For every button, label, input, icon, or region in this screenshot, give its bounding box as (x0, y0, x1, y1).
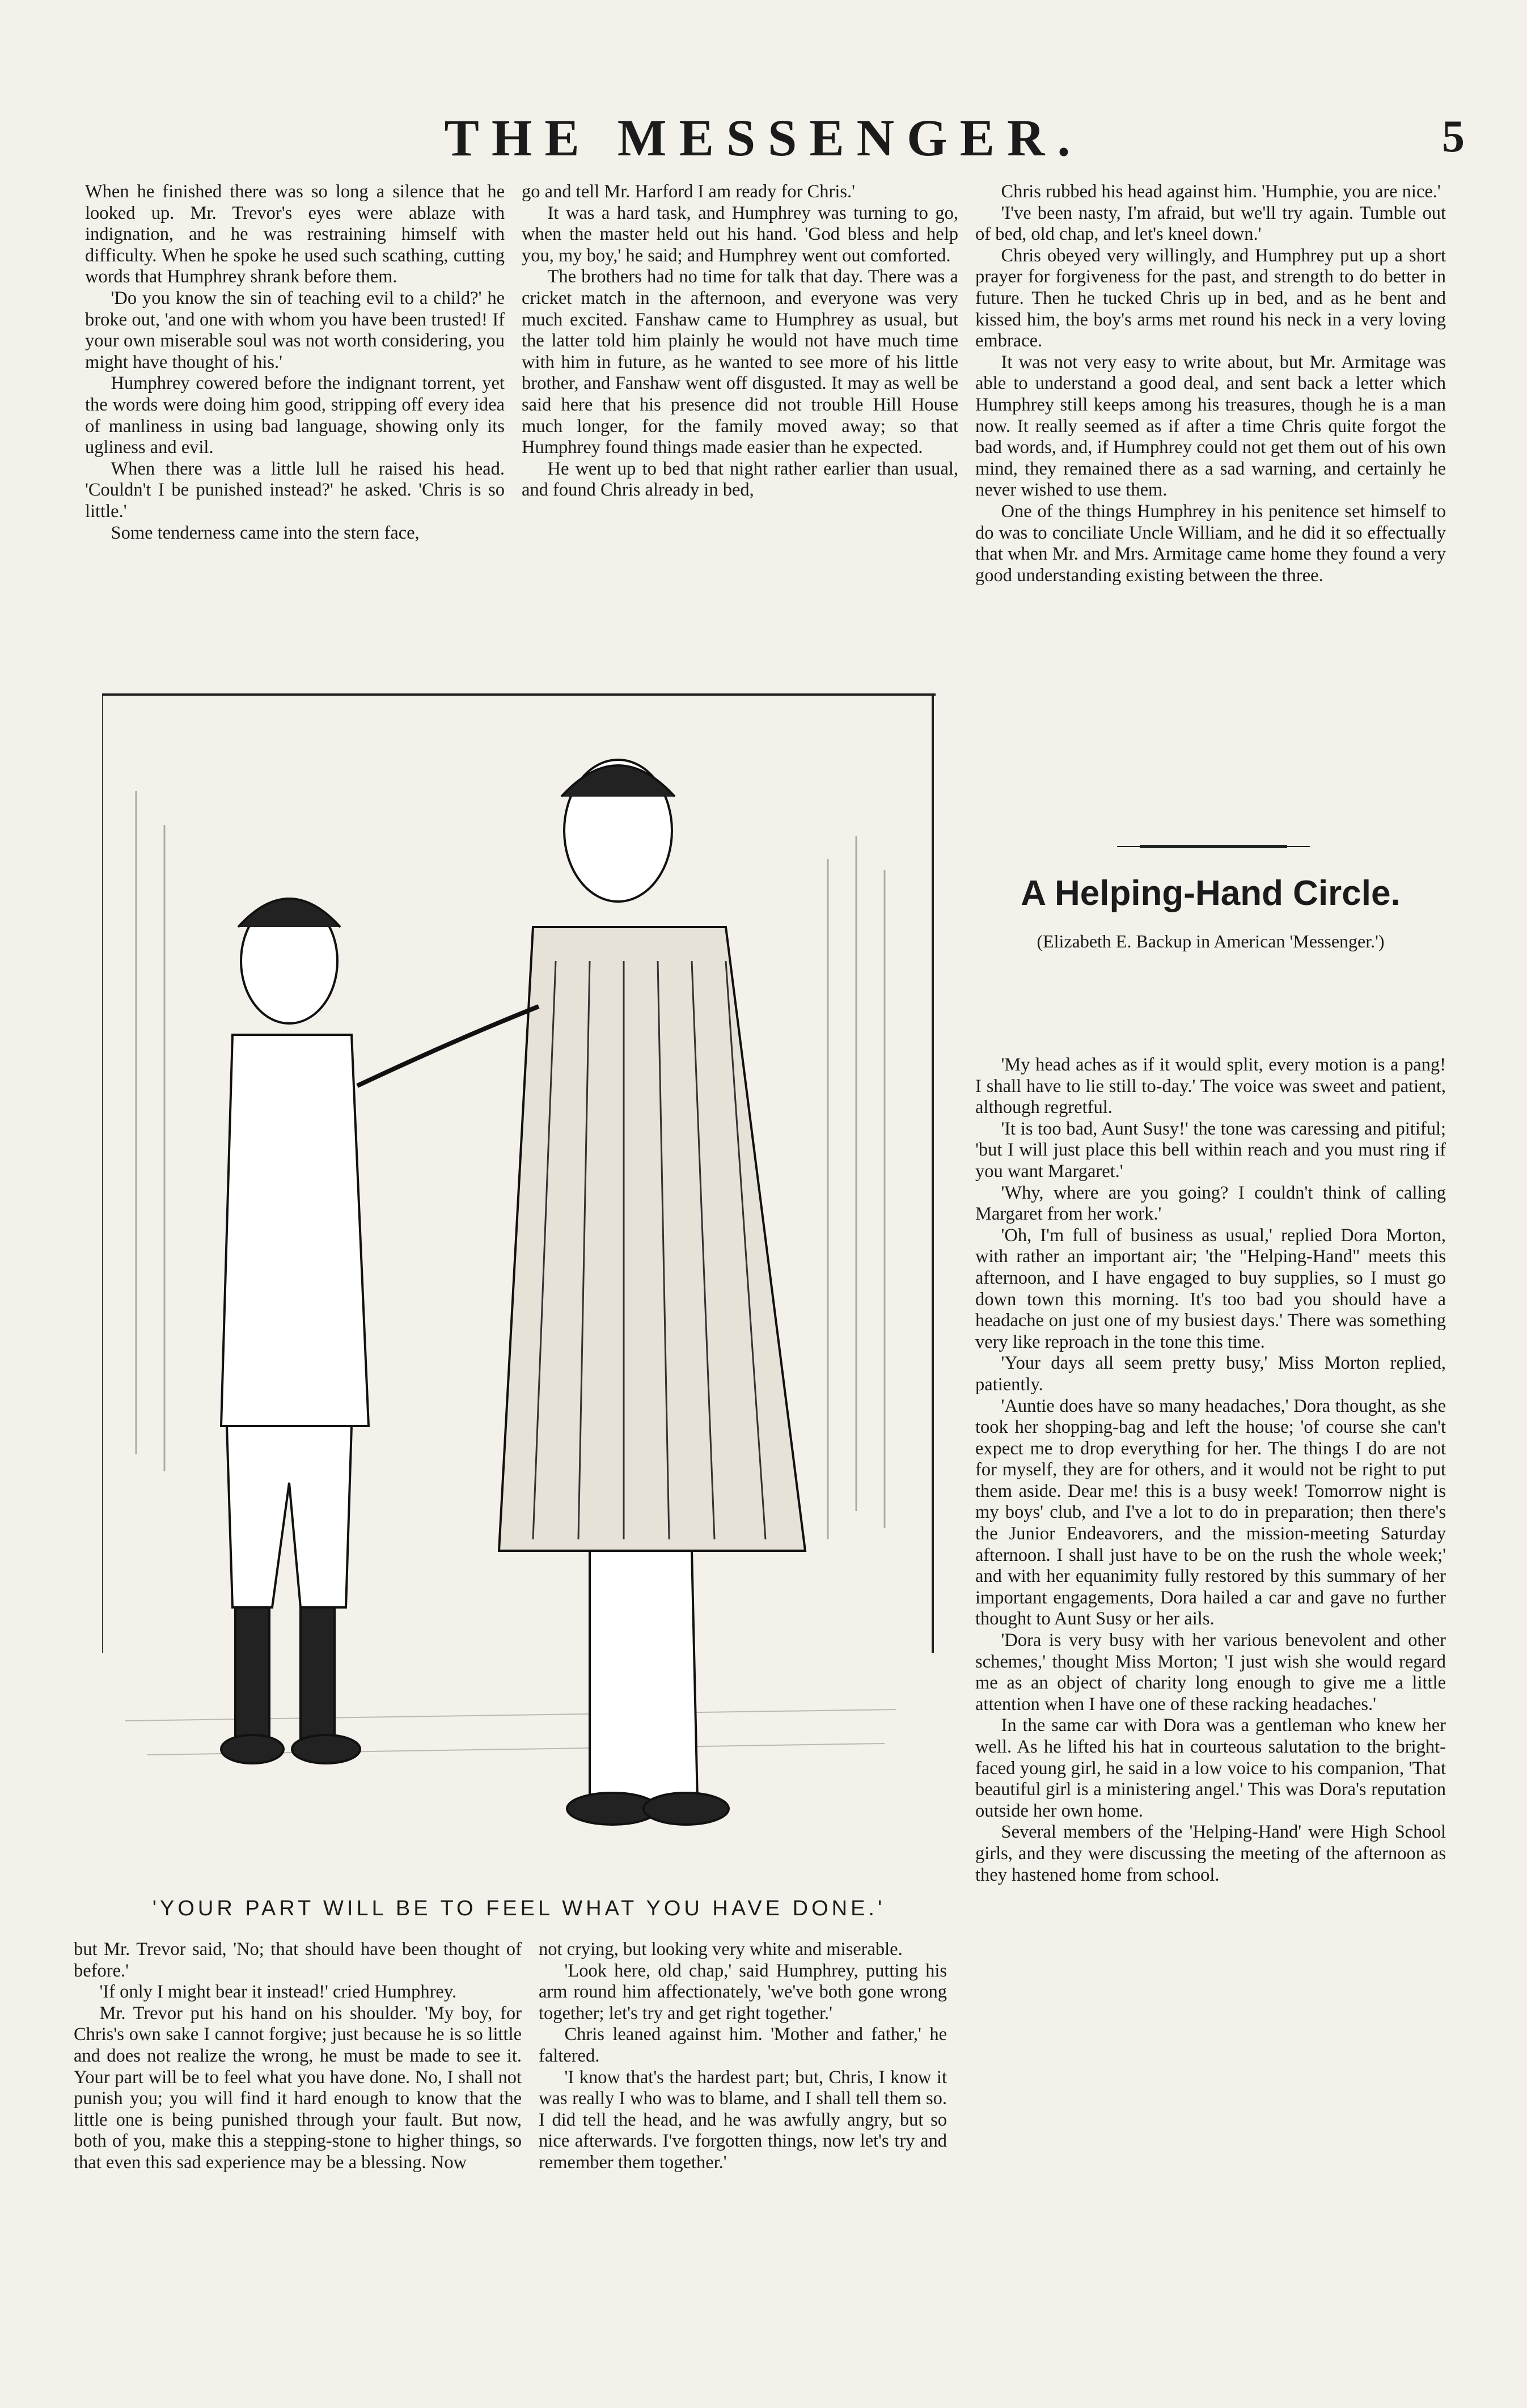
paragraph: Humphrey cowered before the indignant torrent, yet the words were doing him good, stripping off every idea of manliness in using bad language, showing only its ugliness and evil. (85, 373, 505, 458)
column-2 (522, 181, 958, 501)
paragraph: 'If only I might bear it instead!' cried Humphrey. (99, 1982, 457, 2003)
paragraph: Chris leaned against him. 'Mother and father,' he faltered. (539, 2024, 947, 2066)
paragraph: but Mr. Trevor said, 'No; that should have been thought of before.' (74, 1939, 522, 1981)
paragraph: It was not very easy to write about, but Mr. Armitage was able to understand a good deal, and sent back a letter which Humphrey still keeps among his treasures, though he is a man now. It really seemed as if after a time Chris quite forgot the bad words, and, if Humphrey could not get them out of his own mind, they remained there as a sad warning, and certainly he never wished to use them. (975, 352, 1446, 501)
paragraph: not crying, but looking very white and miserable. (539, 1939, 903, 1960)
paragraph: 'Why, where are you going? I couldn't think of calling Margaret from her work.' (975, 1182, 1446, 1225)
paragraph: 'Oh, I'm full of business as usual,' replied Dora Morton, with rather an important air; 'the "Helping-Hand" meets this afternoon, and I have engaged to buy supplies, so I must go down town this morning. It's too bad you should have a headache on just one of my busiest days.' There was something very like reproach in the tone this time. (975, 1225, 1446, 1352)
article-headline: A Helping-Hand Circle. (1021, 874, 1401, 913)
section-divider (1140, 845, 1287, 848)
page-number: 5 (1442, 112, 1465, 162)
article-body (975, 1055, 1446, 1886)
paragraph: 'My head aches as if it would split, every motion is a pang! I shall have to lie still to-day.' The voice was sweet and patient, although regretful. (975, 1055, 1446, 1118)
paragraph: 'Auntie does have so many headaches,' Dora thought, as she took her shopping-bag and left the house; 'of course she can't expect me to drop everything for her. The things I do are not for myself, they are for others, and it would not be right to put them aside. Dear me! this is a busy week! Tomorrow night is my boys' club, and I've a lot to do in preparation; then there's the Junior Endeavorers, and the mission-meeting Saturday afternoon. I shall just have to be on the rush the whole week;' and with her equanimity fully restored by this summary of her important engagements, Dora hailed a car and gave no further thought to Aunt Susy or her ails. (975, 1395, 1446, 1630)
masthead-title: THE MESSENGER. (444, 109, 1083, 167)
paragraph: Some tenderness came into the stern face, (111, 522, 420, 543)
paragraph: 'Look here, old chap,' said Humphrey, putting his arm round him affectionately, 'we've both gone wrong together; let's try and get right together.' (539, 1960, 947, 2024)
paragraph: 'I've been nasty, I'm afraid, but we'll try again. Tumble out of bed, old chap, and let's kneel down.' (975, 202, 1446, 245)
paragraph: He went up to bed that night rather earlier than usual, and found Chris already in bed, (522, 458, 958, 501)
paragraph: 'It is too bad, Aunt Susy!' the tone was caressing and pitiful; 'but I will just place this bell within reach and you must ring if you want Margaret.' (975, 1118, 1446, 1182)
paragraph: Mr. Trevor put his hand on his shoulder. 'My boy, for Chris's own sake I cannot forgive; just because he is so little and does not realize the wrong, he must be made to see it. Your part will be to feel what you have done. No, I shall not punish you; you will find it hard enough to know that the little one is being punished through your fault. But now, both of you, make this a stepping-stone to higher things, so that even this sad experience may be a blessing. Now (74, 2003, 522, 2173)
paragraph: The brothers had no time for talk that day. There was a cricket match in the afternoon, and everyone was very much excited. Fanshaw came to Humphrey as usual, but the latter told him plainly he would not have much time with him in future, as he wanted to see more of his little brother, and Fanshaw went off disgusted. It may as well be said here that his presence did not trouble Hill House much longer, for the family moved away; so that Humphrey found things made easier than he expected. (522, 266, 958, 458)
paragraph: When there was a little lull he raised his head. 'Couldn't I be punished instead?' he asked. 'Chris is so little.' (85, 458, 505, 522)
column-1 (85, 181, 505, 544)
paragraph: Chris rubbed his head against him. 'Humphie, you are nice.' (1001, 181, 1441, 202)
page-header (0, 108, 1527, 170)
man-figure (357, 760, 805, 1825)
boy-figure (221, 899, 369, 1763)
paragraph: Several members of the 'Helping-Hand' were High School girls, and they were discussing the meeting of the afternoon as they hastened home from school. (975, 1822, 1446, 1885)
paragraph: When he finished there was so long a silence that he looked up. Mr. Trevor's eyes were ablaze with indignation, and he was restraining himself with difficulty. When he spoke he used such scathing, cutting words that Humphrey shrank before them. (85, 181, 505, 287)
paragraph: It was a hard task, and Humphrey was turning to go, when the master held out his hand. 'God bless and help you, my boy,' he said; and Humphrey went out comforted. (522, 202, 958, 266)
column-3 (975, 181, 1446, 586)
paragraph: Chris obeyed very willingly, and Humphrey put up a short prayer for forgiveness for the past, and strength to do better in future. Then he tucked Chris up in bed, and as he bent and kissed him, the boy's arms met round his neck in a very loving embrace. (975, 245, 1446, 352)
paragraph: go and tell Mr. Harford I am ready for Chris.' (522, 181, 855, 202)
paragraph: 'Do you know the sin of teaching evil to a child?' he broke out, 'and one with whom you have been trusted! If your own miserable soul was not worth considering, you might have thought of his.' (85, 287, 505, 373)
paragraph: One of the things Humphrey in his penitence set himself to do was to conciliate Uncle William, and he did it so effectually that when Mr. and Mrs. Armitage came home they found a very good understanding existing between the three. (975, 501, 1446, 586)
bottom-column-2 (539, 1939, 947, 2174)
illustration-drawing (102, 689, 936, 1891)
illustration-caption: 'YOUR PART WILL BE TO FEEL WHAT YOU HAVE DONE.' (152, 1897, 886, 1920)
paragraph: In the same car with Dora was a gentleman who knew her well. As he lifted his hat in courteous salutation to the bright-faced young girl, he said in a low voice to his companion, 'That beautiful girl is a ministering angel.' This was Dora's reputation outside her own home. (975, 1715, 1446, 1821)
paragraph: 'Dora is very busy with her various benevolent and other schemes,' thought Miss Morton; 'I just wish she would regard me as an object of charity long enough to give me a little attention when I have one of these racking headaches.' (975, 1630, 1446, 1715)
article-byline: (Elizabeth E. Backup in American 'Messenger.') (1037, 931, 1385, 951)
paragraph: 'Your days all seem pretty busy,' Miss Morton replied, patiently. (975, 1353, 1446, 1395)
bottom-column-1 (74, 1939, 522, 2174)
paragraph: 'I know that's the hardest part; but, Chris, I know it was really I who was to blame, and I shall tell them so. I did tell the head, and he was awfully angry, but so nice afterwards. I've forgotten things, now let's try and remember them together.' (539, 2067, 947, 2173)
illustration (102, 689, 936, 1891)
